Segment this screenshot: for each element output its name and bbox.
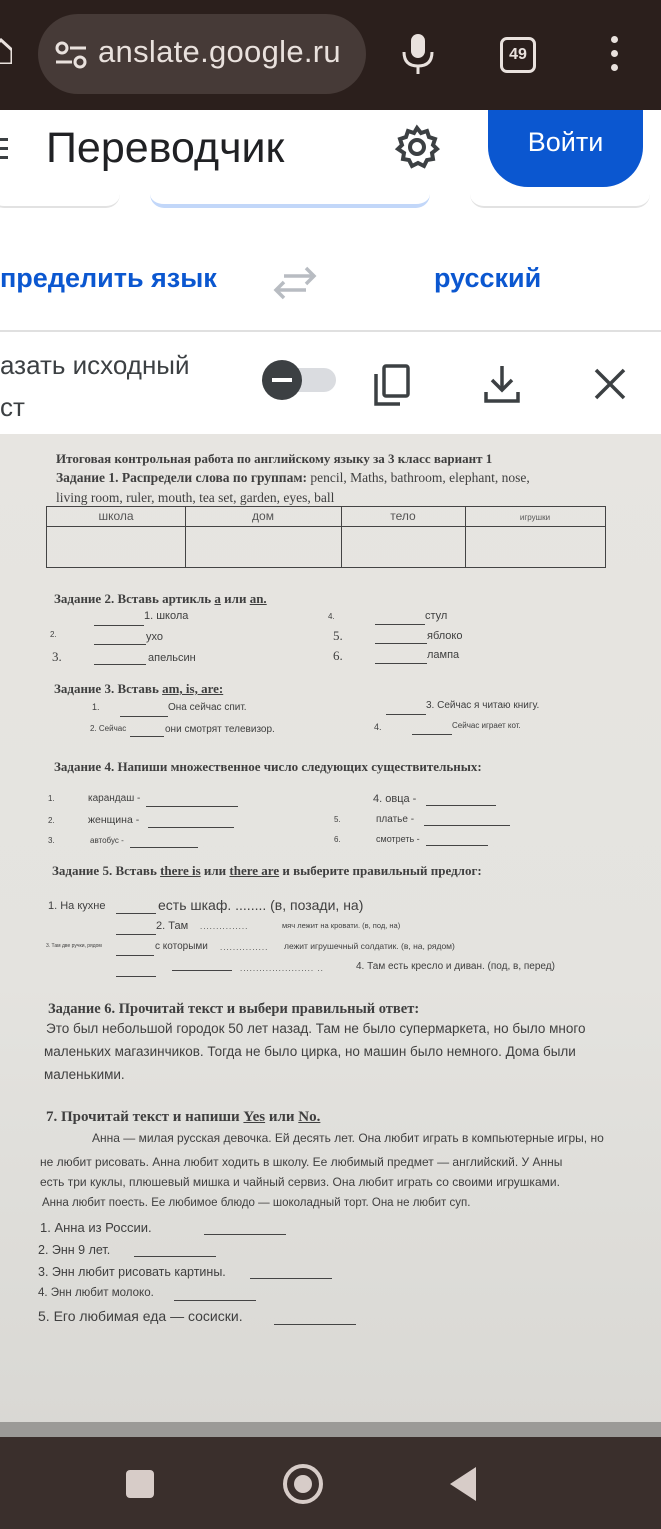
task5-line: есть шкаф. ........ (в, позади, на) bbox=[158, 897, 364, 913]
nav-recents-icon[interactable] bbox=[126, 1470, 154, 1498]
task2-title: Задание 2. Вставь артикль a или an. bbox=[54, 591, 267, 606]
home-icon[interactable] bbox=[0, 38, 12, 64]
tabs-icon[interactable]: 49 bbox=[500, 37, 536, 73]
source-language-button[interactable]: пределить язык bbox=[0, 263, 217, 293]
task5-line: лежит игрушечный солдатик. (в, на, рядом) bbox=[284, 941, 455, 951]
hamburger-icon[interactable] bbox=[0, 138, 10, 158]
menu-icon[interactable] bbox=[606, 36, 622, 76]
table-header: дом bbox=[252, 509, 274, 523]
mic-icon[interactable] bbox=[400, 32, 436, 76]
login-button[interactable]: Войти bbox=[488, 110, 643, 187]
task6-title: Задание 6. Прочитай текст и выбери правильный ответ: bbox=[48, 1001, 420, 1017]
task6-text: Это был небольшой городок 50 лет назад. Там не было супермаркета, но было много bbox=[46, 1021, 586, 1036]
address-bar[interactable] bbox=[38, 14, 366, 94]
task1-table bbox=[46, 506, 606, 568]
download-icon[interactable] bbox=[482, 364, 522, 404]
table-surface bbox=[0, 1422, 661, 1437]
task2-item: лампа bbox=[427, 649, 460, 661]
page-title: Переводчик bbox=[46, 124, 285, 172]
task7-title: 7. Прочитай текст и напиши Yes или No. bbox=[46, 1109, 321, 1125]
target-language-button[interactable]: русский bbox=[434, 263, 542, 293]
task6-text: маленьких магазинчиков. Тогда не было цирка, но машин было немного. Дома были bbox=[44, 1044, 576, 1059]
task6-text: маленькими. bbox=[44, 1067, 125, 1082]
task3-item: Она сейчас спит. bbox=[168, 702, 247, 713]
task3-item: Сейчас играет кот. bbox=[452, 721, 521, 730]
mode-tab-text[interactable] bbox=[0, 194, 120, 208]
divider bbox=[0, 330, 661, 332]
system-nav-bar bbox=[0, 1437, 661, 1529]
task1-line2: living room, ruler, mouth, tea set, garden, eyes, ball bbox=[56, 490, 335, 505]
table-header: тело bbox=[390, 509, 416, 523]
task2-item: 1. школа bbox=[144, 610, 189, 622]
toggle-knob-icon bbox=[262, 360, 302, 400]
task4-title: Задание 4. Напиши множественное число следующих существительных: bbox=[54, 759, 482, 774]
task7-question: 4. Энн любит молоко. bbox=[38, 1287, 154, 1299]
mode-tab-documents[interactable] bbox=[470, 194, 650, 208]
task2-item: яблоко bbox=[427, 630, 463, 642]
task4-item: автобус - bbox=[90, 836, 124, 845]
task5-title: Задание 5. Вставь there is или there are и выберите правильный предлог: bbox=[52, 863, 482, 878]
gear-icon[interactable] bbox=[394, 124, 440, 170]
nav-home-icon[interactable] bbox=[283, 1464, 323, 1504]
task4-item: женщина - bbox=[88, 814, 140, 826]
tune-icon[interactable] bbox=[54, 40, 88, 70]
task4-item: смотреть - bbox=[376, 834, 420, 844]
task7-text: Анна — милая русская девочка. Ей десять лет. Она любит играть в компьютерные игры, но bbox=[92, 1131, 604, 1145]
task3-item: 3. Сейчас я читаю книгу. bbox=[426, 700, 540, 711]
table-header: школа bbox=[98, 509, 134, 523]
task7-question: 3. Энн любит рисовать картины. bbox=[38, 1265, 226, 1279]
task4-item: 4. овца - bbox=[373, 793, 417, 805]
copy-icon[interactable] bbox=[372, 364, 412, 406]
task2-item: стул bbox=[425, 610, 448, 622]
browser-toolbar bbox=[0, 0, 661, 110]
close-icon[interactable] bbox=[592, 366, 628, 402]
task7-question: 1. Анна из России. bbox=[40, 1220, 152, 1235]
nav-back-icon[interactable] bbox=[450, 1467, 476, 1501]
worksheet-photo bbox=[0, 434, 661, 1437]
translate-app bbox=[0, 110, 661, 434]
task7-question: 5. Его любимая еда — сосиски. bbox=[38, 1308, 243, 1324]
show-original-toggle[interactable] bbox=[262, 363, 336, 397]
swap-icon[interactable] bbox=[272, 262, 318, 302]
url-text[interactable]: anslate.google.ru bbox=[98, 34, 341, 69]
task7-text: не любит рисовать. Анна любит ходить в школу. Ее любимый предмет — английский. У Анны bbox=[40, 1155, 563, 1169]
task2-item: ухо bbox=[146, 631, 163, 643]
task4-item: карандаш - bbox=[88, 793, 141, 804]
task1-line1: Задание 1. Распредели слова по группам: pencil, Maths, bathroom, elephant, nose, bbox=[56, 470, 530, 485]
task5-line: мяч лежит на кровати. (в, под, на) bbox=[282, 921, 401, 930]
task3-item: они смотрят телевизор. bbox=[165, 724, 275, 735]
show-original-label: азать исходный ст bbox=[0, 350, 190, 422]
task7-text: есть три куклы, плюшевый мишка и чайный сервиз. Она любит играть со своими игрушками. bbox=[40, 1175, 560, 1189]
task5-line: 4. Там есть кресло и диван. (под, в, перед) bbox=[356, 961, 555, 972]
task4-item: платье - bbox=[376, 814, 415, 825]
task7-question: 2. Энн 9 лет. bbox=[38, 1243, 111, 1257]
worksheet-paper: Итоговая контрольная работа по английскому языку за 3 класс вариант 1 Задание 1. Распредели слова по группам: pencil, Maths, bathroom, elephant, nose, living room, ruler, mouth, tea set, garden, eyes, ball школа дом тело игрушки Задание 2. Вставь артикль a или an. 1. школа 2. ухо 3. апельсин 4. стул 5. яблоко 6. лампа Задание 3. Вставь am, is, are: 1. Она сейчас спит. 2. Сейчас они смотрят телевизор. 3. Сейчас я читаю книгу. 4. Сейчас играет кот. Задание 4. Напиши множественное число следующих существительных: 1. карандаш - 2. женщина - 3. автобус - 4. овца - 5. платье - 6. смотреть - Задание 5. Вставь there is или there are и выберите правильный предлог: 1. На кухне есть шкаф. ........ (в, позади, на) 2. Там ............... мяч лежит на кровати. (в, под, на) 3. Там две ручки, рядом с которыми ............... лежит игрушечный солдатик. (в, на, рядом) ....................... .. 4. Там есть кресло и диван. (под, в, перед) Задание 6. Прочитай текст и выбери правильный ответ: Это был небольшой городок 50 лет назад. Там не было супермаркета, но было много маленьких магазинчиков. Тогда не было цирка, но машин было немного. Дома были маленькими. 7. Прочитай текст и напиши Yes или No. Анна — милая русская девочка. Ей десять лет. Она любит играть в компьютерные игры, но не любит рисовать. Анна любит ходить в школу. Ее любимый предмет — английский. У Анны есть три куклы, плюшевый мишка и чайный сервиз. Она любит играть со своими игрушками. Анна любит поесть. Ее любимое блюдо — шоколадный торт. Она не любит суп. 1. Анна из России. 2. Энн 9 лет. 3. Энн любит рисовать картины. 4. Энн любит молоко. 5. Его любимая еда — сосиски. bbox=[0, 434, 661, 1429]
task3-title: Задание 3. Вставь am, is, are: bbox=[54, 681, 224, 696]
task7-text: Анна любит поесть. Ее любимое блюдо — шоколадный торт. Она не любит суп. bbox=[42, 1197, 471, 1209]
mode-tab-images[interactable] bbox=[150, 194, 430, 208]
table-header: игрушки bbox=[519, 513, 551, 522]
task2-item: апельсин bbox=[148, 652, 196, 664]
worksheet-header: Итоговая контрольная работа по английскому языку за 3 класс вариант 1 bbox=[56, 451, 493, 466]
